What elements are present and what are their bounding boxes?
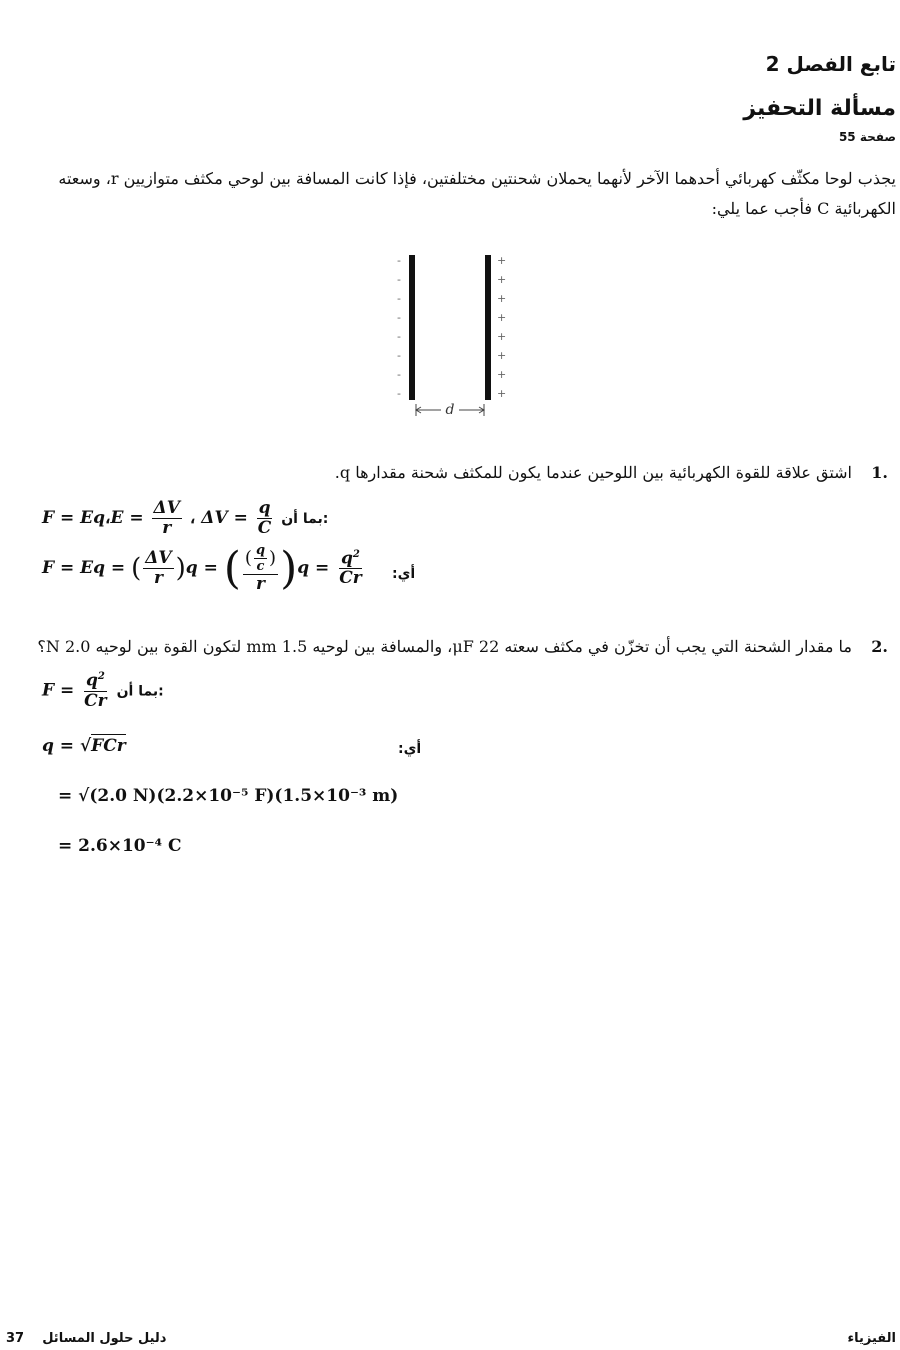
q1-equation-line-2: F = Eq = ( $\frac{\Delta V}{r}$ )q = ( ( $\frac{q}{c}$ ) r )q = $\frac{q^2}{Cr}$ bbox=[42, 543, 362, 594]
plus-sign: + bbox=[497, 254, 507, 267]
minus-sign: - bbox=[397, 349, 401, 362]
footer-guide bbox=[6, 1331, 166, 1346]
question-text: ما مقدار الشحنة التي يجب أن تخزّن في مكثف سعته 22 μF، والمسافة بين لوحيه 1.5 mm لتكون القوة بين لوحيه 2.0 N؟ bbox=[37, 637, 852, 656]
plus-sign: + bbox=[497, 368, 507, 381]
that-is-label: أي: bbox=[392, 566, 416, 582]
q1-equation-line-1: F = Eq،E = $\frac{\Delta V}{r}$ ، ΔV = $\frac{q}{C}$ بما أن: bbox=[42, 498, 329, 538]
footer-guide-title: دليل حلول المسائل bbox=[42, 1331, 167, 1346]
question-number: .1 bbox=[871, 463, 888, 482]
question-text: اشتق علاقة للقوة الكهربائية بين اللوحين عندما يكون للمكثف شحنة مقدارها q. bbox=[334, 463, 852, 482]
q2-result: = 2.6×10⁻⁴ C bbox=[58, 836, 182, 856]
problem-intro: يجذب لوحا مكثّف كهربائي أحدهما الآخر لأنهما يحملان شحنتين مختلفتين، فإذا كانت المسافة بين لوحي مكثف متوازيين r، وسعته الكهربائية C فأجب عما يلي: bbox=[58, 169, 896, 218]
minus-sign: - bbox=[397, 273, 401, 286]
minus-sign: - bbox=[397, 254, 401, 267]
footer-page-number: 37 bbox=[6, 1331, 25, 1346]
plus-sign: + bbox=[497, 273, 507, 286]
q2-equation-line-1: F = $\frac{q^2}{Cr}$ بما أن: bbox=[42, 670, 164, 711]
question-2 bbox=[0, 637, 888, 656]
problem-title: مسألة التحفيز bbox=[743, 96, 896, 121]
plus-sign: + bbox=[497, 292, 507, 305]
question-number: .2 bbox=[871, 637, 888, 656]
q2-equation-line-2: q = √FCr bbox=[42, 736, 126, 756]
q2-equation-line-3: = √(2.0 N)(2.2×10⁻⁵ F)(1.5×10⁻³ m) bbox=[58, 786, 399, 806]
question-1 bbox=[260, 463, 888, 482]
since-label: بما أن: bbox=[116, 683, 164, 700]
minus-sign: - bbox=[397, 387, 401, 400]
minus-sign: - bbox=[397, 292, 401, 305]
since-label: بما أن: bbox=[281, 511, 329, 527]
minus-sign: - bbox=[397, 311, 401, 324]
chapter-heading: تابع الفصل 2 bbox=[765, 52, 896, 76]
negative-plate bbox=[409, 255, 415, 400]
footer-subject: الفيزياء bbox=[847, 1331, 896, 1346]
plus-sign: + bbox=[497, 330, 507, 343]
plus-sign: + bbox=[497, 387, 507, 400]
plus-sign: + bbox=[497, 349, 507, 362]
minus-sign: - bbox=[397, 330, 401, 343]
page-reference: صفحة 55 bbox=[838, 130, 896, 144]
capacitor-figure bbox=[385, 252, 515, 427]
plus-sign: + bbox=[497, 311, 507, 324]
minus-sign: - bbox=[397, 368, 401, 381]
distance-label: d bbox=[445, 402, 455, 418]
that-is-label: أي: bbox=[398, 741, 422, 757]
positive-plate bbox=[485, 255, 491, 400]
